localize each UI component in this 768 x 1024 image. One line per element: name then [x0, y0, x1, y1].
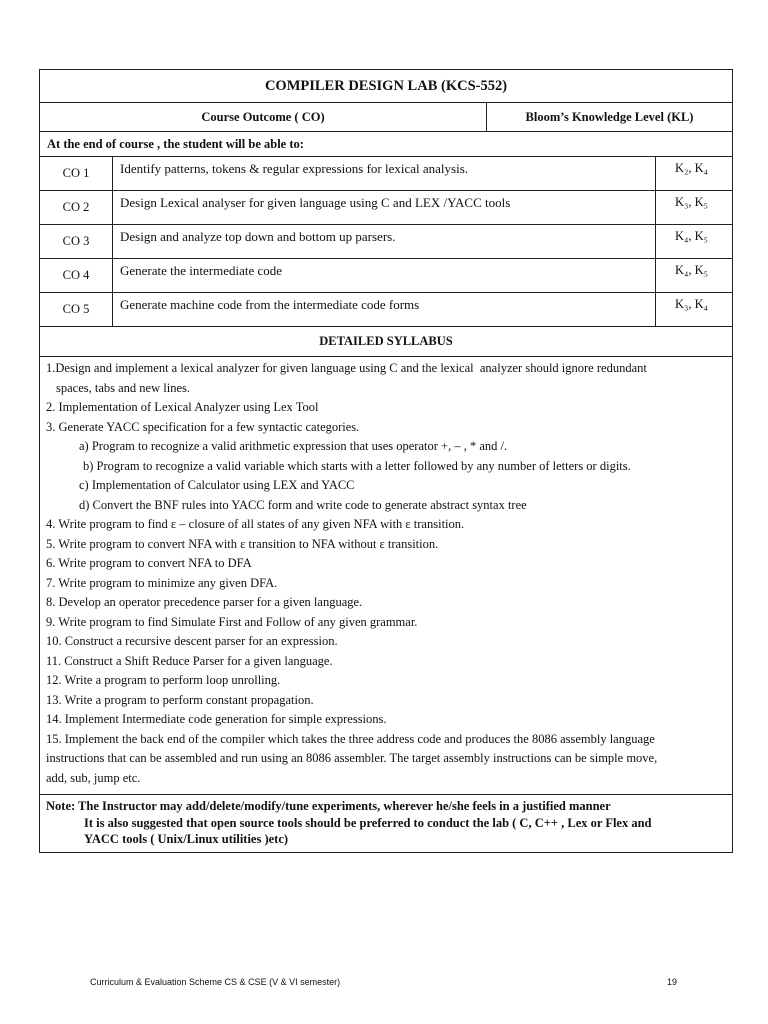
- syllabus-subitem: a) Program to recognize a valid arithmetic expression that uses operator +, – , * and /.: [79, 439, 508, 453]
- syllabus-item: 11. Construct a Shift Reduce Parser for a given language.: [46, 653, 333, 668]
- outcome-desc: Design Lexical analyser for given language using C and LEX /YACC tools: [113, 191, 656, 224]
- outcome-kl: K₄, K₅: [675, 263, 709, 277]
- syllabus-item: 14. Implement Intermediate code generation for simple expressions.: [46, 712, 387, 726]
- outcome-id: CO 2: [40, 191, 113, 224]
- syllabus-item-cont: add, sub, jump etc.: [46, 770, 141, 785]
- outcome-kl: K₄, K₅: [675, 229, 709, 243]
- syllabus-item: 4. Write program to find ε – closure of all states of any given NFA with ε transition.: [46, 517, 465, 531]
- syllabus-item: 6. Write program to convert NFA to DFA: [46, 556, 252, 570]
- header-blooms-level: Bloom’s Knowledge Level (KL): [525, 109, 694, 124]
- course-title: COMPILER DESIGN LAB (KCS-552): [40, 70, 732, 103]
- syllabus-item: 10. Construct a recursive descent parser for an expression.: [46, 634, 338, 648]
- instructor-note: [40, 795, 732, 852]
- syllabus-item: 7. Write program to minimize any given DFA.: [46, 575, 278, 590]
- outcome-row: [40, 225, 732, 259]
- syllabus-item: 12. Write a program to perform loop unrolling.: [46, 673, 281, 687]
- outcome-kl: K₃, K₅: [675, 195, 709, 209]
- outcome-kl: K₂, K₄: [675, 161, 709, 175]
- outcome-kl: K₃, K₄: [675, 297, 709, 311]
- outcome-id: CO 3: [40, 225, 113, 258]
- syllabus-subitem: d) Convert the BNF rules into YACC form and write code to generate abstract syntax tree: [79, 497, 527, 512]
- outcome-id: CO 4: [40, 259, 113, 292]
- note-line: YACC tools ( Unix/Linux utilities )etc): [84, 832, 289, 846]
- outcome-desc: Generate machine code from the intermediate code forms: [113, 293, 656, 326]
- footer-text: Curriculum & Evaluation Scheme CS & CSE (V & VI semester): [90, 977, 341, 987]
- outcome-id: CO 5: [40, 293, 113, 326]
- syllabus-item-cont: spaces, tabs and new lines.: [56, 380, 190, 395]
- syllabus-subitem: c) Implementation of Calculator using LEX and YACC: [79, 478, 355, 492]
- syllabus-heading: DETAILED SYLLABUS: [40, 327, 732, 357]
- outcome-desc: Generate the intermediate code: [113, 259, 656, 292]
- syllabus-item: 3. Generate YACC specification for a few syntactic categories.: [46, 419, 360, 434]
- table-header: [40, 103, 732, 132]
- syllabus-subitem: b) Program to recognize a valid variable which starts with a letter followed by any number of letters or digits.: [83, 458, 631, 473]
- syllabus-item: 9. Write program to find Simulate First and Follow of any given grammar.: [46, 614, 418, 629]
- page-number: 19: [667, 977, 678, 987]
- syllabus-item: 5. Write program to convert NFA with ε transition to NFA without ε transition.: [46, 536, 439, 551]
- syllabus-item: 2. Implementation of Lexical Analyzer using Lex Tool: [46, 400, 319, 414]
- syllabus-table: [39, 69, 733, 853]
- outcome-id: CO 1: [40, 157, 113, 190]
- outcome-desc: Design and analyze top down and bottom up parsers.: [113, 225, 656, 258]
- intro-text: At the end of course , the student will be able to:: [40, 132, 732, 157]
- note-line: Note: The Instructor may add/delete/modify/tune experiments, wherever he/she feels in a justified manner: [46, 799, 611, 813]
- outcome-row: [40, 293, 732, 327]
- outcome-desc: Identify patterns, tokens & regular expressions for lexical analysis.: [113, 157, 656, 190]
- note-line: It is also suggested that open source tools should be preferred to conduct the lab ( C, C++ , Lex or Flex and: [84, 815, 652, 830]
- syllabus-item: 1.Design and implement a lexical analyzer for given language using C and the lexical analyzer should ignore redundant: [46, 361, 647, 375]
- outcome-row: [40, 259, 732, 293]
- syllabus-list: [40, 357, 732, 795]
- header-course-outcome: Course Outcome ( CO): [40, 103, 487, 131]
- outcome-row: [40, 191, 732, 225]
- syllabus-item: 8. Develop an operator precedence parser for a given language.: [46, 595, 363, 609]
- outcome-row: [40, 157, 732, 191]
- syllabus-item: 15. Implement the back end of the compiler which takes the three address code and produces the 8086 assembly language: [46, 731, 655, 746]
- syllabus-item-cont: instructions that can be assembled and run using an 8086 assembler. The target assembly instructions can be simple move,: [46, 751, 658, 765]
- syllabus-item: 13. Write a program to perform constant propagation.: [46, 692, 314, 707]
